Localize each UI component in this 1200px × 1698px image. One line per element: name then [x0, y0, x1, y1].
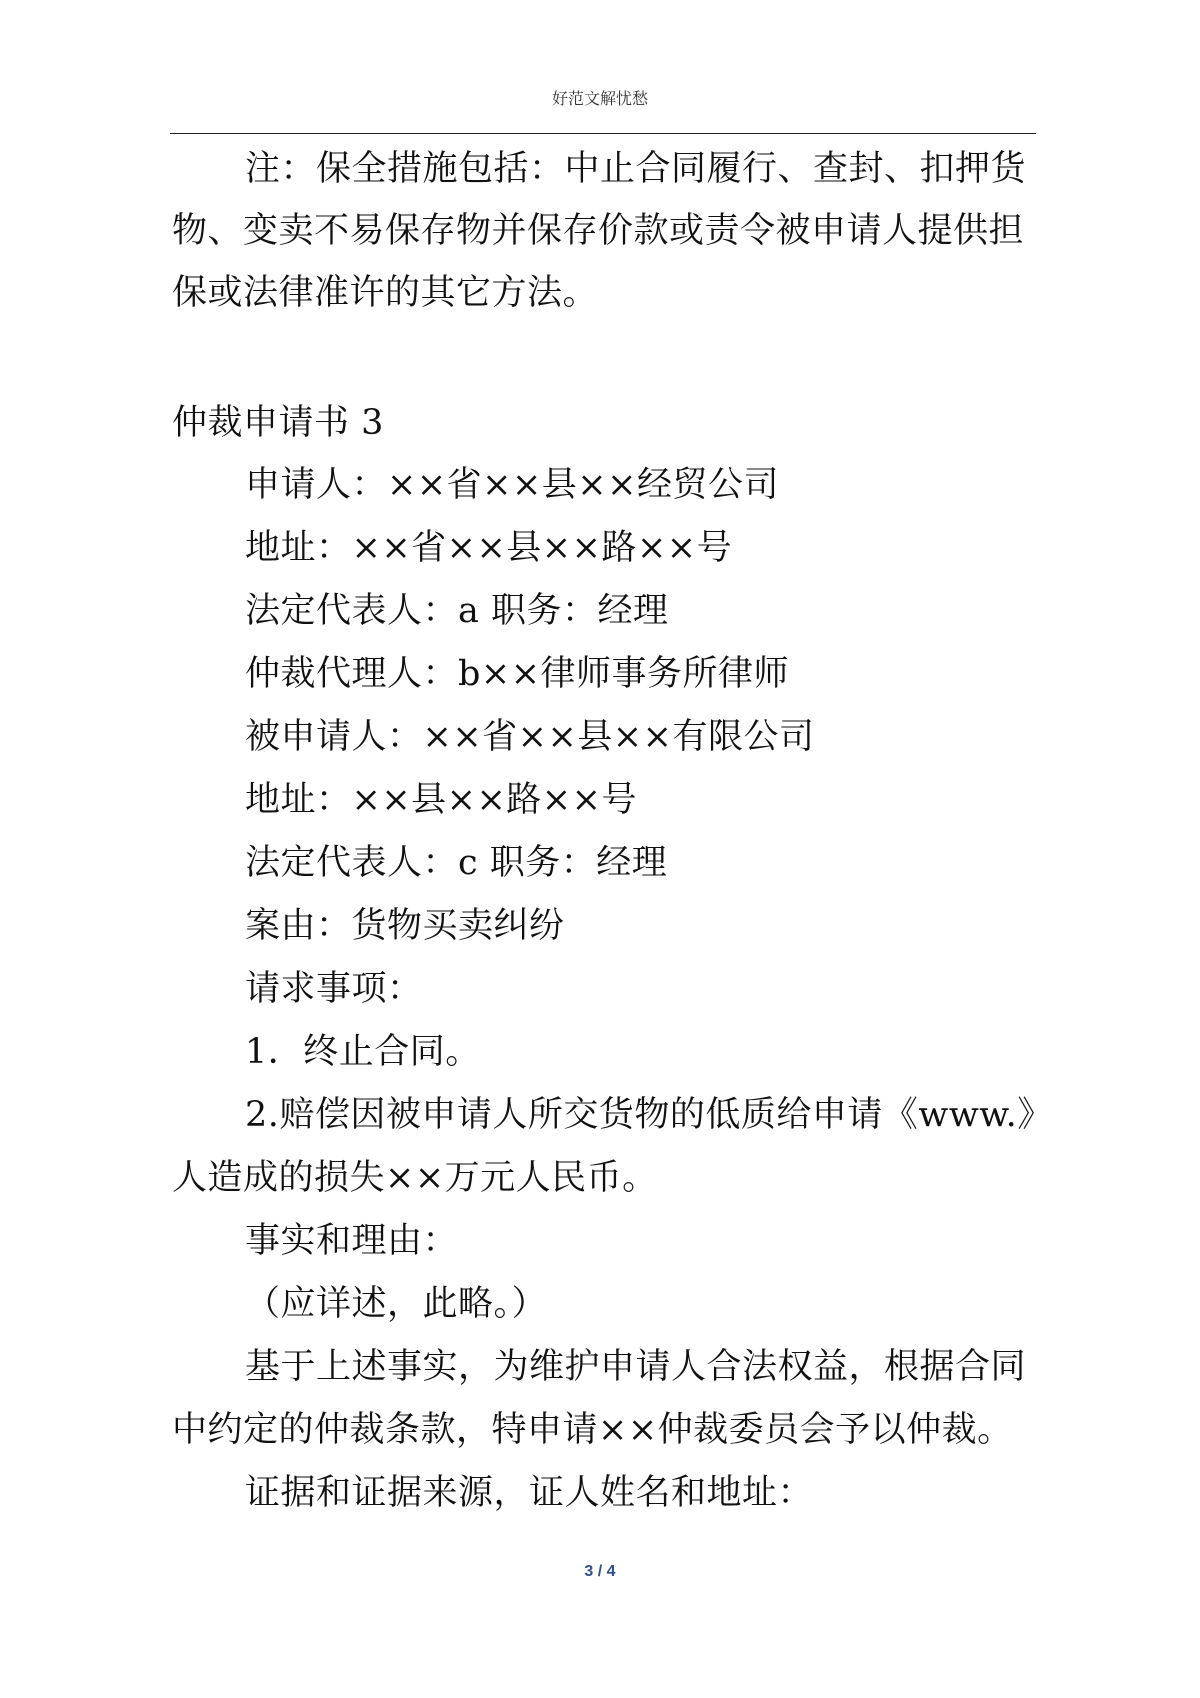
facts-heading: 事实和理由：	[245, 1221, 459, 1261]
note-paragraph-line-1: 注：保全措施包括：中止合同履行、查封、扣押货	[245, 149, 1027, 189]
claim-item-1: 1．终止合同。	[245, 1032, 481, 1072]
applicant-address-line: 地址：××省××县××路××号	[245, 528, 733, 568]
conclusion-line-2: 中约定的仲裁条款，特申请××仲裁委员会予以仲裁。	[172, 1410, 1013, 1450]
case-cause-line: 案由：货物买卖纠纷	[245, 906, 565, 946]
note-paragraph-line-3: 保或法律准许的其它方法。	[172, 273, 599, 313]
page-header-title: 好范文解忧愁	[551, 89, 648, 108]
page-number: 3 / 4	[584, 1563, 616, 1580]
applicant-line: 申请人：××省××县××经贸公司	[245, 465, 779, 505]
arbitration-agent-line: 仲裁代理人：b××律师事务所律师	[245, 654, 790, 694]
claims-heading: 请求事项：	[245, 969, 423, 1009]
evidence-heading: 证据和证据来源，证人姓名和地址：	[245, 1473, 814, 1513]
respondent-line: 被申请人：××省××县××有限公司	[245, 717, 815, 757]
claim-item-2-line-1: 2.赔偿因被申请人所交货物的低质给申请《www.》	[245, 1095, 1053, 1135]
note-paragraph-line-2: 物、变卖不易保存物并保存价款或责令被申请人提供担	[172, 211, 1025, 251]
conclusion-line-1: 基于上述事实，为维护申请人合法权益，根据合同	[245, 1347, 1027, 1387]
section-heading: 仲裁申请书 3	[172, 403, 384, 443]
facts-body: （应详述，此略。）	[245, 1284, 548, 1324]
respondent-representative-line: 法定代表人：c 职务：经理	[245, 843, 668, 883]
respondent-address-line: 地址：××县××路××号	[245, 780, 637, 820]
header-divider	[170, 133, 1036, 134]
applicant-representative-line: 法定代表人：a 职务：经理	[245, 591, 669, 631]
claim-item-2-line-2: 人造成的损失××万元人民币。	[172, 1158, 658, 1198]
